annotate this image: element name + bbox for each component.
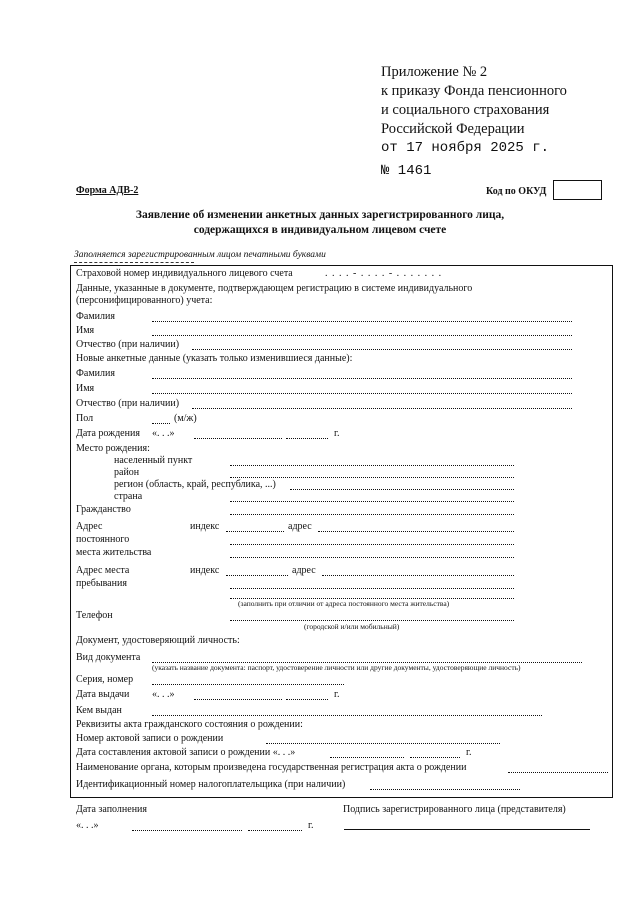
issue-date-year[interactable] (286, 699, 328, 700)
fill-date-day[interactable]: «. . .» (76, 820, 99, 831)
sex-hint: (м/ж) (174, 413, 197, 424)
current-name-field[interactable] (152, 335, 572, 336)
birth-date-year[interactable] (286, 438, 328, 439)
signature-line[interactable] (344, 829, 590, 830)
stay-address-label-2: пребывания (76, 578, 127, 589)
perm-address-label-1: Адрес (76, 521, 103, 532)
stay-index-label: индекс (190, 565, 220, 576)
new-name-label: Имя (76, 383, 95, 394)
series-number-field[interactable] (152, 684, 344, 685)
stay-address-note: (заполнить при отличии от адреса постоянного места жительства) (238, 599, 450, 608)
new-name-field[interactable] (152, 393, 572, 394)
perm-index-label: индекс (190, 521, 220, 532)
stay-address-label-1: Адрес места (76, 565, 130, 576)
birth-year-suffix: г. (334, 428, 340, 439)
new-surname-label: Фамилия (76, 368, 115, 379)
inn-field[interactable] (370, 789, 520, 790)
birth-date-day[interactable]: «. . .» (152, 428, 175, 439)
identity-doc-header: Документ, удостоверяющий личность: (76, 635, 240, 646)
locality-field[interactable] (230, 465, 514, 466)
annex-line-3: и социального страхования (381, 102, 550, 118)
region-label: регион (область, край, республика, ...) (114, 479, 276, 490)
region-field[interactable] (290, 489, 514, 490)
form-title-line-2: содержащихся в индивидуальном лицевом счете (193, 224, 447, 236)
locality-label: населенный пункт (114, 455, 193, 466)
sex-label: Пол (76, 413, 94, 424)
record-number-label: Номер актовой записи о рождении (76, 733, 224, 744)
annex-number: № 1461 (381, 163, 432, 179)
record-date-label[interactable]: Дата составления актовой записи о рождении «. . .» (76, 747, 296, 758)
new-patronymic-field[interactable] (192, 408, 572, 409)
citizenship-label: Гражданство (76, 504, 131, 515)
new-patronymic-label: Отчество (при наличии) (76, 398, 180, 409)
phone-label: Телефон (76, 610, 113, 621)
inn-label: Идентификационный номер налогоплательщика (при наличии) (76, 779, 346, 790)
current-data-header-2: (персонифицированного) учета: (76, 295, 213, 306)
current-name-label: Имя (76, 325, 95, 336)
record-year-suffix: г. (466, 747, 472, 758)
fill-date-month[interactable] (132, 830, 242, 831)
authority-field[interactable] (508, 772, 608, 773)
citizenship-field[interactable] (230, 514, 514, 515)
signature-label: Подпись зарегистрированного лица (представителя) (343, 804, 566, 815)
perm-address-field-1[interactable] (318, 531, 514, 532)
record-date-year[interactable] (410, 757, 460, 758)
form-code: Форма АДВ-2 (76, 185, 139, 196)
form-title-line-1: Заявление об изменении анкетных данных зарегистрированного лица, (135, 209, 505, 221)
issued-by-label: Кем выдан (76, 705, 122, 716)
fill-note: Заполняется зарегистрированным лицом печатными буквами (74, 250, 326, 260)
doc-type-note: (указать название документа: паспорт, удостоверение личности или другие документы, удостоверяющие личность) (152, 663, 521, 672)
issue-date-label: Дата выдачи (76, 689, 130, 700)
birth-date-label: Дата рождения (76, 428, 140, 439)
current-patronymic-label: Отчество (при наличии) (76, 339, 180, 350)
stay-address-field-2[interactable] (230, 588, 514, 589)
current-surname-field[interactable] (152, 321, 572, 322)
perm-address-label-2: постоянного (76, 534, 130, 545)
perm-address-field-2[interactable] (230, 544, 514, 545)
fill-year-suffix: г. (308, 820, 314, 831)
new-data-header: Новые анкетные данные (указать только изменившиеся данные): (76, 353, 353, 364)
record-date-month[interactable] (330, 757, 404, 758)
okud-code-box[interactable] (553, 180, 602, 200)
annex-date: от 17 ноября 2025 г. (381, 140, 550, 156)
annex-line-4: Российской Федерации (381, 121, 525, 137)
stay-address-field-1[interactable] (322, 575, 514, 576)
current-data-header-1: Данные, указанные в документе, подтверждающем регистрацию в системе индивидуального (76, 283, 473, 294)
country-label: страна (114, 491, 143, 502)
doc-type-label: Вид документа (76, 652, 141, 663)
authority-label: Наименование органа, которым произведена государственная регистрация акта о рождении (76, 762, 467, 773)
perm-address-field-3[interactable] (230, 557, 514, 558)
district-label: район (114, 467, 140, 478)
phone-field[interactable] (230, 620, 514, 621)
perm-addr-label: адрес (288, 521, 312, 532)
fill-date-year[interactable] (248, 830, 302, 831)
annex-line-1: Приложение № 2 (381, 64, 488, 80)
current-patronymic-field[interactable] (192, 349, 572, 350)
note-underline (74, 262, 194, 263)
birth-date-month[interactable] (194, 438, 282, 439)
civil-act-header: Реквизиты акта гражданского состояния о рождении: (76, 719, 303, 730)
issue-date-day[interactable]: «. . .» (152, 689, 175, 700)
issue-year-suffix: г. (334, 689, 340, 700)
snils-mask[interactable]: . . . . - . . . . - . . . . . . . (325, 268, 443, 279)
stay-addr-label: адрес (292, 565, 316, 576)
sex-field[interactable] (152, 423, 170, 424)
country-field[interactable] (230, 501, 514, 502)
phone-note: (городской и/или мобильный) (304, 622, 400, 631)
fill-date-label: Дата заполнения (76, 804, 147, 815)
okud-label: Код по ОКУД (486, 186, 547, 197)
series-number-label: Серия, номер (76, 674, 134, 685)
perm-index-field[interactable] (226, 531, 284, 532)
stay-index-field[interactable] (226, 575, 288, 576)
district-field[interactable] (230, 477, 514, 478)
perm-address-label-3: места жительства (76, 547, 152, 558)
issued-by-field[interactable] (152, 715, 542, 716)
current-surname-label: Фамилия (76, 311, 115, 322)
new-surname-field[interactable] (152, 378, 572, 379)
record-number-field[interactable] (266, 743, 500, 744)
issue-date-month[interactable] (194, 699, 282, 700)
birth-place-label: Место рождения: (76, 443, 150, 454)
annex-line-2: к приказу Фонда пенсионного (381, 83, 567, 99)
snils-label: Страховой номер индивидуального лицевого счета (76, 268, 293, 279)
